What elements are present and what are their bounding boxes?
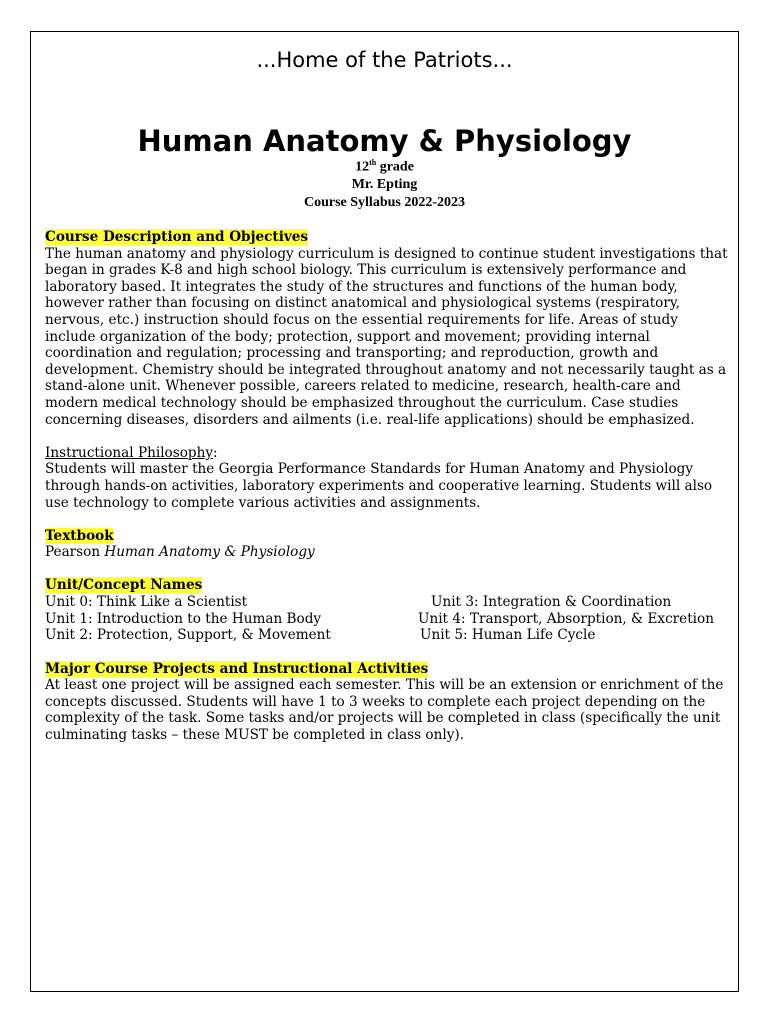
unit-item: Unit 4: Transport, Absorption, & Excretion xyxy=(418,610,714,627)
grade-word: grade xyxy=(376,159,414,175)
units-list xyxy=(45,594,729,644)
unit-item: Unit 0: Think Like a Scientist xyxy=(45,594,248,611)
teacher-name: Mr. Epting xyxy=(351,177,418,192)
unit-item: Unit 5: Human Life Cycle xyxy=(420,627,596,644)
units-heading: Unit/Concept Names xyxy=(45,577,203,594)
unit-item: Unit 2: Protection, Support, & Movement xyxy=(45,627,331,644)
philosophy-heading: Instructional Philosophy xyxy=(45,444,214,461)
school-tagline: ...Home of the Patriots... xyxy=(256,48,513,72)
syllabus-body xyxy=(45,229,729,744)
grade-number: 12 xyxy=(355,159,370,175)
textbook-publisher: Pearson xyxy=(45,544,105,561)
unit-item: Unit 1: Introduction to the Human Body xyxy=(45,610,322,627)
projects-heading: Major Course Projects and Instructional Activities xyxy=(45,660,429,677)
syllabus-year: Course Syllabus 2022-2023 xyxy=(303,195,466,210)
textbook-title: Human Anatomy & Physiology xyxy=(104,544,315,561)
units-left-column xyxy=(45,594,331,644)
grade-line xyxy=(31,158,738,176)
grade-superscript: th xyxy=(369,158,377,167)
projects-text: At least one project will be assigned each semester. This will be an extension or enrichment of the concepts discussed. Students will have 1 to 3 weeks to complete each project depending on the complexity of the task. Some tasks and/or projects will be completed in class (specifically the unit culminating tasks – these MUST be completed in class only). xyxy=(45,677,724,744)
units-right-column xyxy=(418,594,714,644)
textbook-heading: Textbook xyxy=(45,527,114,544)
description-text: The human anatomy and physiology curriculum is designed to continue student investigations that began in grades K-8 and high school biology. This curriculum is extensively performance and laboratory based. It integrates the study of the structures and functions of the human body, however rather than focusing on distinct anatomical and physiological systems (respiratory, nervous, etc.) instruction should focus on the essential requirements for life. Areas of study include organization of the body; protection, support and movement; providing internal coordination and regulation; processing and transporting; and reproduction, growth and development. Chemistry should be integrated throughout anatomy and not necessarily taught as a stand-alone unit. Whenever possible, careers related to medicine, research, health-care and modern medical technology should be emphasized throughout the curriculum. Case studies concerning diseases, disorders and ailments (i.e. real-life applications) should be emphasized. xyxy=(45,245,728,428)
unit-item: Unit 3: Integration & Coordination xyxy=(431,594,672,611)
course-title: Human Anatomy & Physiology xyxy=(137,124,632,158)
philosophy-text: Students will master the Georgia Performance Standards for Human Anatomy and Physiology through hands-on activities, laboratory experiments and cooperative learning. Students will also use technology to complete various activities and assignments. xyxy=(45,461,713,511)
description-heading: Course Description and Objectives xyxy=(45,229,309,245)
syllabus-page xyxy=(30,31,739,992)
textbook-line xyxy=(45,544,729,561)
philosophy-colon: : xyxy=(213,444,218,461)
